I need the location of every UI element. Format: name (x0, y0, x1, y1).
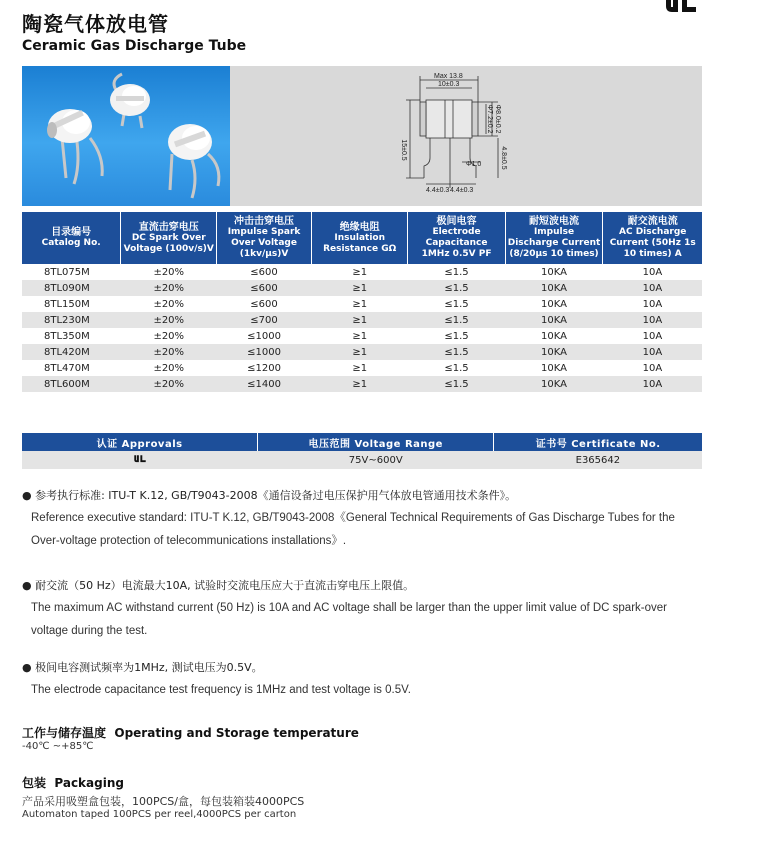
note-standard: ● 参考执行标准: ITU-T K.12, GB/T9043-2008《通信设备过电压保护用气体放电管通用技术条件》。 Reference executive standard: ITU-T K.12, GB/T9043-2008《General Technical Requirements of Gas Discharge Tubes for the Over-voltage protection of telecommunications installations》. (22, 489, 675, 547)
ul-logo-icon (660, 0, 702, 16)
cell-impulse-current: 10KA (505, 280, 603, 296)
cell-catalog: 8TL470M (22, 360, 121, 376)
cell-impulse-current: 10KA (505, 264, 603, 280)
cell-insulation: ≥1 (311, 264, 407, 280)
col-impulse-current: 耐短波电流 Impulse Discharge Current (8/20μs 10 times) (505, 212, 603, 264)
cell-ac-current: 10A (603, 328, 702, 344)
cell-capacitance: ≤1.5 (408, 376, 505, 392)
cell-impulse-spark: ≤1000 (217, 328, 312, 344)
cell-capacitance: ≤1.5 (408, 264, 505, 280)
cell-dc-spark: ±20% (121, 296, 217, 312)
cell-ac-current: 10A (603, 280, 702, 296)
col-insulation: 绝缘电阻 Insulation Resistance GΩ (311, 212, 407, 264)
note-ac-current: ● 耐交流（50 Hz）电流最大10A, 试验时交流电压应大于直流击穿电压上限值。 The maximum AC withstand current (50 Hz) is 10A and AC voltage shall be larger than the upper limit value of DC spark-over voltage during the test. (22, 579, 667, 637)
cell-dc-spark: ±20% (121, 264, 217, 280)
dim-height: 15±0.5 (400, 139, 407, 161)
cell-impulse-spark: ≤1400 (217, 376, 312, 392)
cell-impulse-spark: ≤1200 (217, 360, 312, 376)
gas-discharge-tube-image (22, 66, 230, 206)
approvals-header: 认证 Approvals (22, 433, 258, 451)
cell-impulse-current: 10KA (505, 296, 603, 312)
cell-impulse-spark: ≤600 (217, 296, 312, 312)
table-row (22, 328, 702, 344)
dim-outer-diameter: Φ8.0±0.2 (494, 104, 501, 134)
dim-pin-spacing: 10±0.3 (438, 81, 460, 88)
approvals-table (22, 433, 702, 469)
spec-table-header (22, 212, 702, 264)
cell-impulse-current: 10KA (505, 312, 603, 328)
cell-impulse-spark: ≤600 (217, 264, 312, 280)
cell-capacitance: ≤1.5 (408, 312, 505, 328)
table-row (22, 344, 702, 360)
dimension-drawing-panel (230, 66, 702, 206)
table-row (22, 280, 702, 296)
cell-ac-current: 10A (603, 264, 702, 280)
cell-impulse-spark: ≤700 (217, 312, 312, 328)
dim-lead-length: 4.8±0.5 (500, 146, 507, 170)
dim-max-width: Max 13.8 (434, 73, 463, 80)
cell-capacitance: ≤1.5 (408, 280, 505, 296)
cell-impulse-current: 10KA (505, 360, 603, 376)
approval-mark-cell (22, 451, 258, 469)
dimension-drawing (230, 66, 702, 206)
cell-catalog: 8TL600M (22, 376, 121, 392)
dim-pitch-left: 4.4±0.3 (426, 187, 450, 194)
dim-inner-diameter: Φ7.2±0.2 (486, 104, 493, 134)
voltage-range-value: 75V~600V (258, 451, 494, 469)
cell-capacitance: ≤1.5 (408, 360, 505, 376)
spec-table (22, 212, 702, 392)
note-capacitance: ● 极间电容测试频率为1MHz, 测试电压为0.5V。 The electrode capacitance test frequency is 1MHz and test voltage is 0.5V. (22, 661, 411, 696)
dim-lead-diameter: Φ1.0 (466, 161, 482, 168)
cell-insulation: ≥1 (311, 344, 407, 360)
cell-catalog: 8TL420M (22, 344, 121, 360)
packaging-line-cn: 产品采用吸塑盒包装，100PCS/盒，每包装箱装4000PCS (22, 795, 305, 808)
table-row (22, 376, 702, 392)
packaging-line-en: Automaton taped 100PCS per reel,4000PCS per carton (22, 809, 297, 820)
cell-dc-spark: ±20% (121, 328, 217, 344)
cell-capacitance: ≤1.5 (408, 328, 505, 344)
cell-insulation: ≥1 (311, 280, 407, 296)
certificate-value: E365642 (494, 451, 702, 469)
page-title-cn: 陶瓷气体放电管 (22, 12, 169, 36)
cell-capacitance: ≤1.5 (408, 344, 505, 360)
ul-recognized-icon (132, 454, 148, 465)
col-impulse-spark: 冲击击穿电压 Impulse Spark Over Voltage (1kv/μs)V (217, 212, 312, 264)
cell-dc-spark: ±20% (121, 280, 217, 296)
col-dc-spark: 直流击穿电压 DC Spark Over Voltage (100v/s)V (121, 212, 217, 264)
table-row (22, 360, 702, 376)
tube-middle (110, 74, 150, 128)
cell-impulse-spark: ≤1000 (217, 344, 312, 360)
tube-left (47, 109, 102, 184)
table-row (22, 312, 702, 328)
cell-dc-spark: ±20% (121, 312, 217, 328)
cell-ac-current: 10A (603, 360, 702, 376)
cell-ac-current: 10A (603, 376, 702, 392)
col-capacitance: 极间电容 Electrode Capacitance 1MHz 0.5V PF (408, 212, 505, 264)
table-row (22, 296, 702, 312)
cell-insulation: ≥1 (311, 360, 407, 376)
cell-catalog: 8TL075M (22, 264, 121, 280)
product-photo (22, 66, 230, 206)
packaging-title: 包装 Packaging (22, 776, 124, 790)
operating-title: 工作与储存温度 Operating and Storage temperature (22, 726, 359, 740)
operating-value: -40℃ ~+85℃ (22, 741, 94, 752)
cell-catalog: 8TL090M (22, 280, 121, 296)
cell-ac-current: 10A (603, 344, 702, 360)
cell-insulation: ≥1 (311, 312, 407, 328)
cell-dc-spark: ±20% (121, 344, 217, 360)
cell-catalog: 8TL150M (22, 296, 121, 312)
cell-insulation: ≥1 (311, 328, 407, 344)
page-title-en: Ceramic Gas Discharge Tube (22, 38, 247, 54)
cell-impulse-current: 10KA (505, 376, 603, 392)
cell-catalog: 8TL350M (22, 328, 121, 344)
dim-pitch-right: 4.4±0.3 (450, 187, 474, 194)
cell-dc-spark: ±20% (121, 360, 217, 376)
cell-impulse-current: 10KA (505, 328, 603, 344)
table-row (22, 264, 702, 280)
cell-impulse-spark: ≤600 (217, 280, 312, 296)
cell-dc-spark: ±20% (121, 376, 217, 392)
cell-insulation: ≥1 (311, 296, 407, 312)
cell-insulation: ≥1 (311, 376, 407, 392)
cell-impulse-current: 10KA (505, 344, 603, 360)
col-ac-current: 耐交流电流 AC Discharge Current (50Hz 1s 10 times) A (603, 212, 702, 264)
cell-capacitance: ≤1.5 (408, 296, 505, 312)
col-catalog: 目录编号 Catalog No. (22, 212, 121, 264)
certificate-header: 证书号 Certificate No. (494, 433, 702, 451)
voltage-range-header: 电压范围 Voltage Range (258, 433, 494, 451)
cell-ac-current: 10A (603, 312, 702, 328)
tube-right (168, 124, 219, 198)
cell-ac-current: 10A (603, 296, 702, 312)
cell-catalog: 8TL230M (22, 312, 121, 328)
